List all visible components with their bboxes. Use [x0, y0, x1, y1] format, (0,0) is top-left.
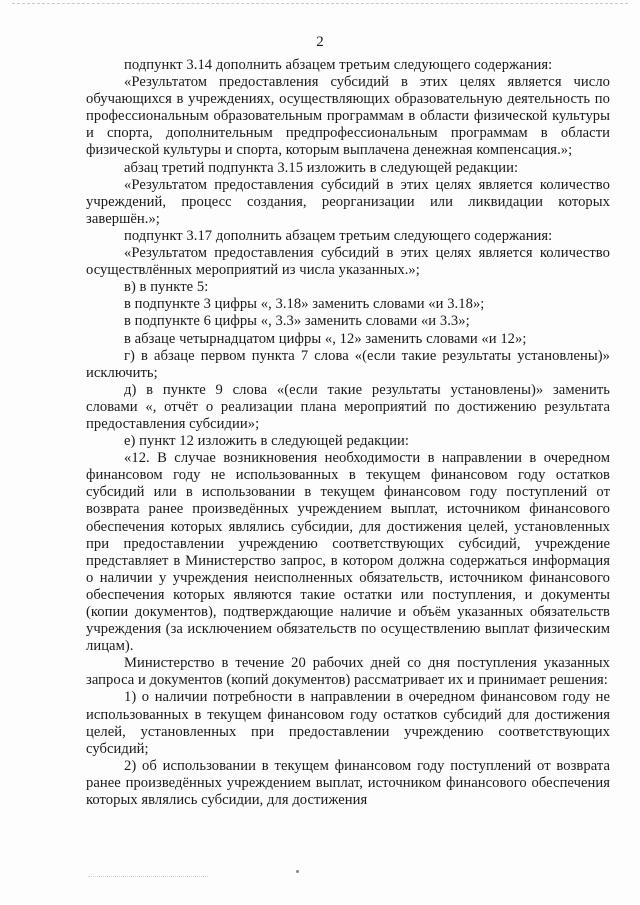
scan-top-edge: [12, 3, 628, 5]
document-body: [86, 57, 610, 809]
paragraph: подпункт 3.14 дополнить абзацем третьим следующего содержания:: [124, 57, 553, 73]
paragraph: абзац третий подпункта 3.15 изложить в следующей редакции:: [124, 159, 519, 176]
paragraph: в подпункте 3 цифры «, 3.18» заменить словами «и 3.18»;: [124, 296, 485, 313]
paragraph: «Результатом предоставления субсидий в этих целях является число обучающихся в учреждениях, осуществляющих образовательную деятельность по профессиональным образовательным программам в области физической культуры и спорта, дополнительным предпрофессиональным программам в области физической культуры и спорта, которым выплачена денежная компенсация.»;: [86, 74, 610, 159]
paragraph: 1) о наличии потребности в направлении в очередном финансовом году не использованных в текущем финансовом году остатков субсидий для достижения целей, установленных при предоставлении учреждению соответствующих субсидий;: [86, 689, 610, 757]
page-number: 2: [316, 34, 324, 50]
paragraph: е) пункт 12 изложить в следующей редакции:: [124, 433, 409, 450]
paragraph: в подпункте 6 цифры «, 3.3» заменить словами «и 3.3»;: [124, 313, 470, 330]
paragraph: подпункт 3.17 дополнить абзацем третьим следующего содержания:: [124, 227, 553, 244]
paragraph: г) в абзаце первом пункта 7 слова «(если такие результаты установлены)» исключить;: [86, 347, 610, 381]
scan-bottom-edge: [88, 876, 208, 877]
scan-speck: [296, 870, 299, 873]
paragraph: «Результатом предоставления субсидий в этих целях является количество осуществлённых мероприятий из числа указанных.»;: [86, 245, 610, 279]
paragraph: «Результатом предоставления субсидий в этих целях является количество учреждений, процесс создания, реорганизации или ликвидации которых завершён.»;: [86, 176, 610, 227]
paragraph: в) в пункте 5:: [124, 279, 209, 296]
paragraph: 2) об использовании в текущем финансовом году поступлений от возврата ранее произведённых учреждением выплат, источником финансового обеспечения которых являлись субсидии, для достижения: [86, 757, 610, 809]
paragraph: в абзаце четырнадцатом цифры «, 12» заменить словами «и 12»;: [124, 330, 527, 347]
paragraph: «12. В случае возникновения необходимости в направлении в очередном финансовом году не использованных в текущем финансовом году остатков субсидий или в использовании в текущем финансовом году поступлений от возврата ранее произведённых учреждением выплат, источником финансового обеспечения которых являлись субсидии, для достижения целей, установленных при предоставлении учреждению соответствующих субсидий, учреждение представляет в Министерство запрос, в котором должна содержаться информация о наличии у учреждения неисполненных обязательств, источником финансового обеспечения которых являются такие остатки или поступления, и документы (копии документов), подтверждающие наличие и объём указанных обязательств учреждения (за исключением обязательств по осуществлению выплат физическим лицам).: [86, 450, 610, 655]
paragraph: д) в пункте 9 слова «(если такие результаты установлены)» заменить словами «, отчёт о реализации плана мероприятий по достижению результата предоставления субсидии»;: [86, 381, 610, 432]
paragraph: Министерство в течение 20 рабочих дней со дня поступления указанных запроса и документов (копий документов) рассматривает их и принимает решения:: [86, 655, 610, 689]
